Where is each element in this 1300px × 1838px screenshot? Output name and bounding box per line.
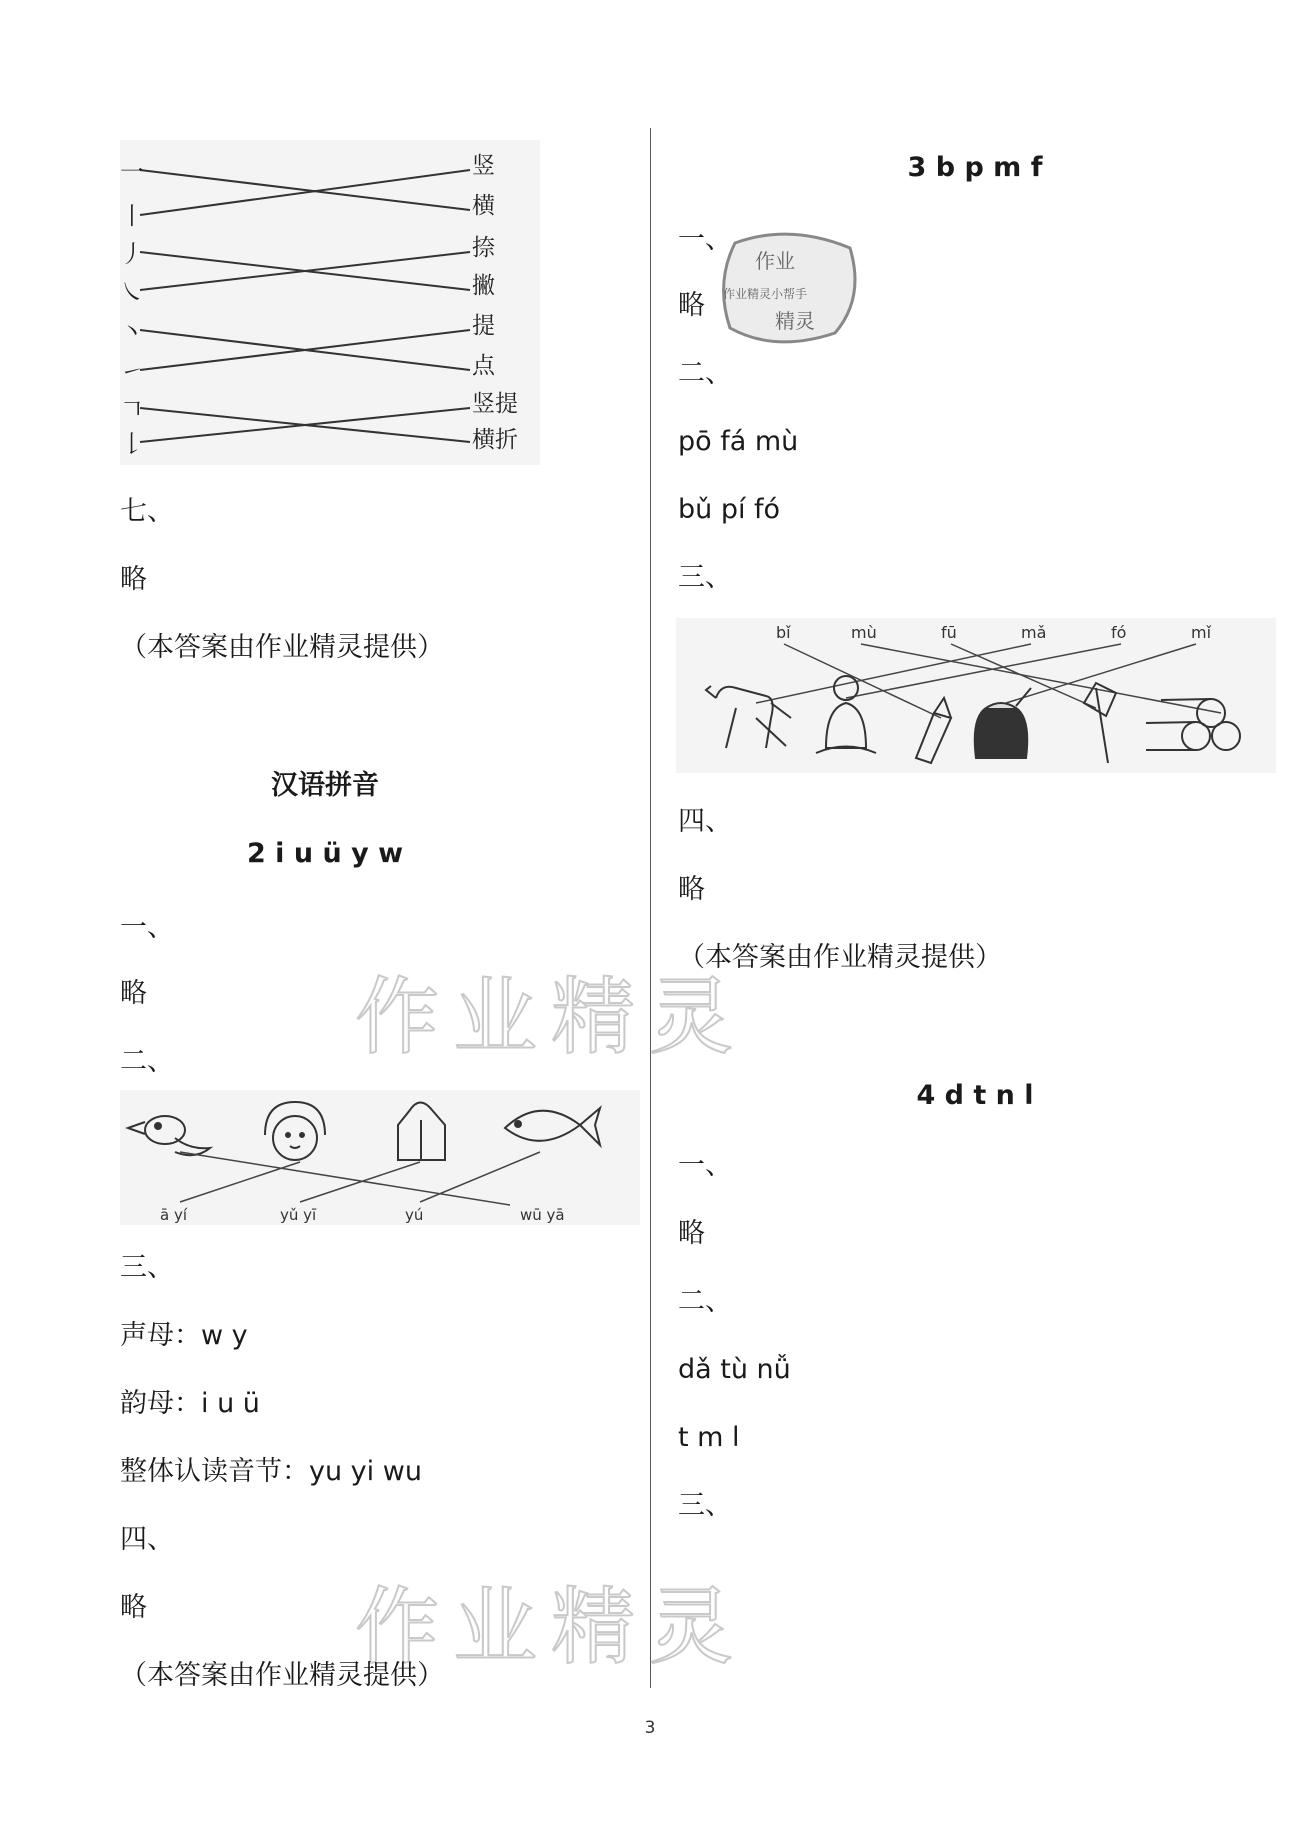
lesson-4-section-1-label: 一、 bbox=[678, 1150, 732, 1181]
answer-source-note-2: （本答案由作业精灵提供） bbox=[120, 1660, 444, 1691]
lesson-3-title: 3 b p m f bbox=[907, 152, 1043, 183]
column-divider bbox=[650, 128, 651, 1688]
stroke-name-1: 横 bbox=[472, 193, 495, 219]
stamp-text-top: 作业 bbox=[755, 249, 795, 273]
pinyin-label-2: yú bbox=[405, 1206, 424, 1224]
stroke-name-4: 提 bbox=[472, 313, 495, 339]
lesson-4-section-1-answer: 略 bbox=[678, 1218, 705, 1249]
lesson-2-section-3-label: 三、 bbox=[120, 1252, 174, 1283]
stroke-name-0: 竖 bbox=[472, 153, 495, 179]
coat-icon bbox=[398, 1103, 445, 1161]
bpmf-matching-figure bbox=[676, 618, 1276, 773]
stroke-name-3: 撇 bbox=[472, 273, 495, 299]
lesson-2-title: 2 i u ü y w bbox=[246, 838, 404, 869]
lesson-4-title: 4 d t n l bbox=[916, 1080, 1034, 1111]
lesson-2-section-2-label: 二、 bbox=[120, 1046, 174, 1077]
bpmf-label-5: mǐ bbox=[1191, 623, 1212, 642]
logs-icon bbox=[1146, 699, 1240, 750]
lesson-3-section-2-label: 二、 bbox=[678, 358, 732, 389]
pencil-icon bbox=[916, 698, 951, 763]
stroke-name-7: 横折 bbox=[472, 427, 518, 453]
lesson-2-section-1-label: 一、 bbox=[120, 912, 174, 943]
watermark-2: 作业精灵 bbox=[355, 1578, 748, 1676]
stroke-7: 𠄌 bbox=[120, 430, 144, 458]
section-7-answer: 略 bbox=[120, 564, 147, 595]
stroke-6: 𠃍 bbox=[120, 396, 144, 424]
horse-icon bbox=[706, 686, 791, 748]
shengmu-answer: 声母：w y bbox=[120, 1320, 248, 1351]
pinyin-label-3: wū yā bbox=[520, 1206, 565, 1224]
lesson-2-section-4-answer: 略 bbox=[120, 1592, 147, 1623]
answer-source-note-1: （本答案由作业精灵提供） bbox=[120, 632, 444, 663]
lesson-3-section-3-label: 三、 bbox=[678, 562, 732, 593]
bpmf-label-3: mǎ bbox=[1021, 623, 1047, 642]
bird-icon bbox=[128, 1116, 210, 1155]
lesson-4-section-3-label: 三、 bbox=[678, 1490, 732, 1521]
watermark-1: 作业精灵 bbox=[355, 968, 748, 1066]
lesson-2-section-4-label: 四、 bbox=[120, 1524, 174, 1555]
stroke-matching-figure bbox=[120, 140, 540, 465]
pinyin-matching-figure bbox=[120, 1090, 640, 1225]
stroke-2: 丿 bbox=[120, 240, 144, 268]
lesson-3-section-2-line-2: bǔ pí fó bbox=[678, 494, 781, 525]
rice-bag-icon bbox=[975, 688, 1031, 758]
yunmu-answer: 韵母：i u ü bbox=[120, 1388, 260, 1419]
girl-icon bbox=[265, 1102, 325, 1160]
bpmf-label-1: mù bbox=[851, 623, 877, 642]
axe-icon bbox=[1084, 683, 1116, 763]
lesson-3-section-4-answer: 略 bbox=[678, 874, 705, 905]
stroke-5: ㇀ bbox=[120, 358, 144, 386]
lesson-3-section-2-line-1: pō fá mù bbox=[678, 426, 799, 457]
lesson-3-section-4-label: 四、 bbox=[678, 806, 732, 837]
zhengti-answer: 整体认读音节：yu yi wu bbox=[120, 1456, 422, 1487]
stroke-name-5: 点 bbox=[472, 353, 495, 379]
lesson-4-section-2-line-2: t m l bbox=[678, 1422, 740, 1453]
lesson-2-section-1-answer: 略 bbox=[120, 978, 147, 1009]
chapter-title: 汉语拼音 bbox=[271, 770, 379, 801]
answer-source-note-3: （本答案由作业精灵提供） bbox=[678, 942, 1002, 973]
section-7-label: 七、 bbox=[120, 496, 174, 527]
stroke-3: ㇏ bbox=[120, 278, 144, 306]
lesson-3-section-1-label: 一、 bbox=[678, 224, 732, 255]
lesson-4-section-2-line-1: dǎ tù nǚ bbox=[678, 1354, 791, 1385]
lesson-4-section-2-label: 二、 bbox=[678, 1286, 732, 1317]
stroke-name-2: 捺 bbox=[472, 235, 495, 261]
stroke-name-6: 竖提 bbox=[472, 391, 518, 417]
pinyin-label-1: yǔ yī bbox=[280, 1206, 317, 1224]
pinyin-label-0: ā yí bbox=[160, 1206, 188, 1224]
bpmf-label-4: fó bbox=[1111, 623, 1127, 642]
stamp-text-bottom: 精灵 bbox=[775, 309, 815, 333]
stroke-1: 丨 bbox=[120, 202, 144, 230]
lesson-3-section-1-answer: 略 bbox=[678, 290, 705, 321]
bpmf-label-0: bǐ bbox=[776, 623, 791, 642]
fish-icon bbox=[505, 1108, 600, 1145]
stroke-0: 一 bbox=[120, 158, 144, 186]
page-number: 3 bbox=[644, 1718, 656, 1738]
stamp-text-middle: 作业精灵小帮手 bbox=[723, 287, 808, 301]
stamp-seal bbox=[715, 228, 860, 348]
stroke-4: 丶 bbox=[120, 318, 144, 346]
bpmf-label-2: fū bbox=[941, 623, 957, 642]
